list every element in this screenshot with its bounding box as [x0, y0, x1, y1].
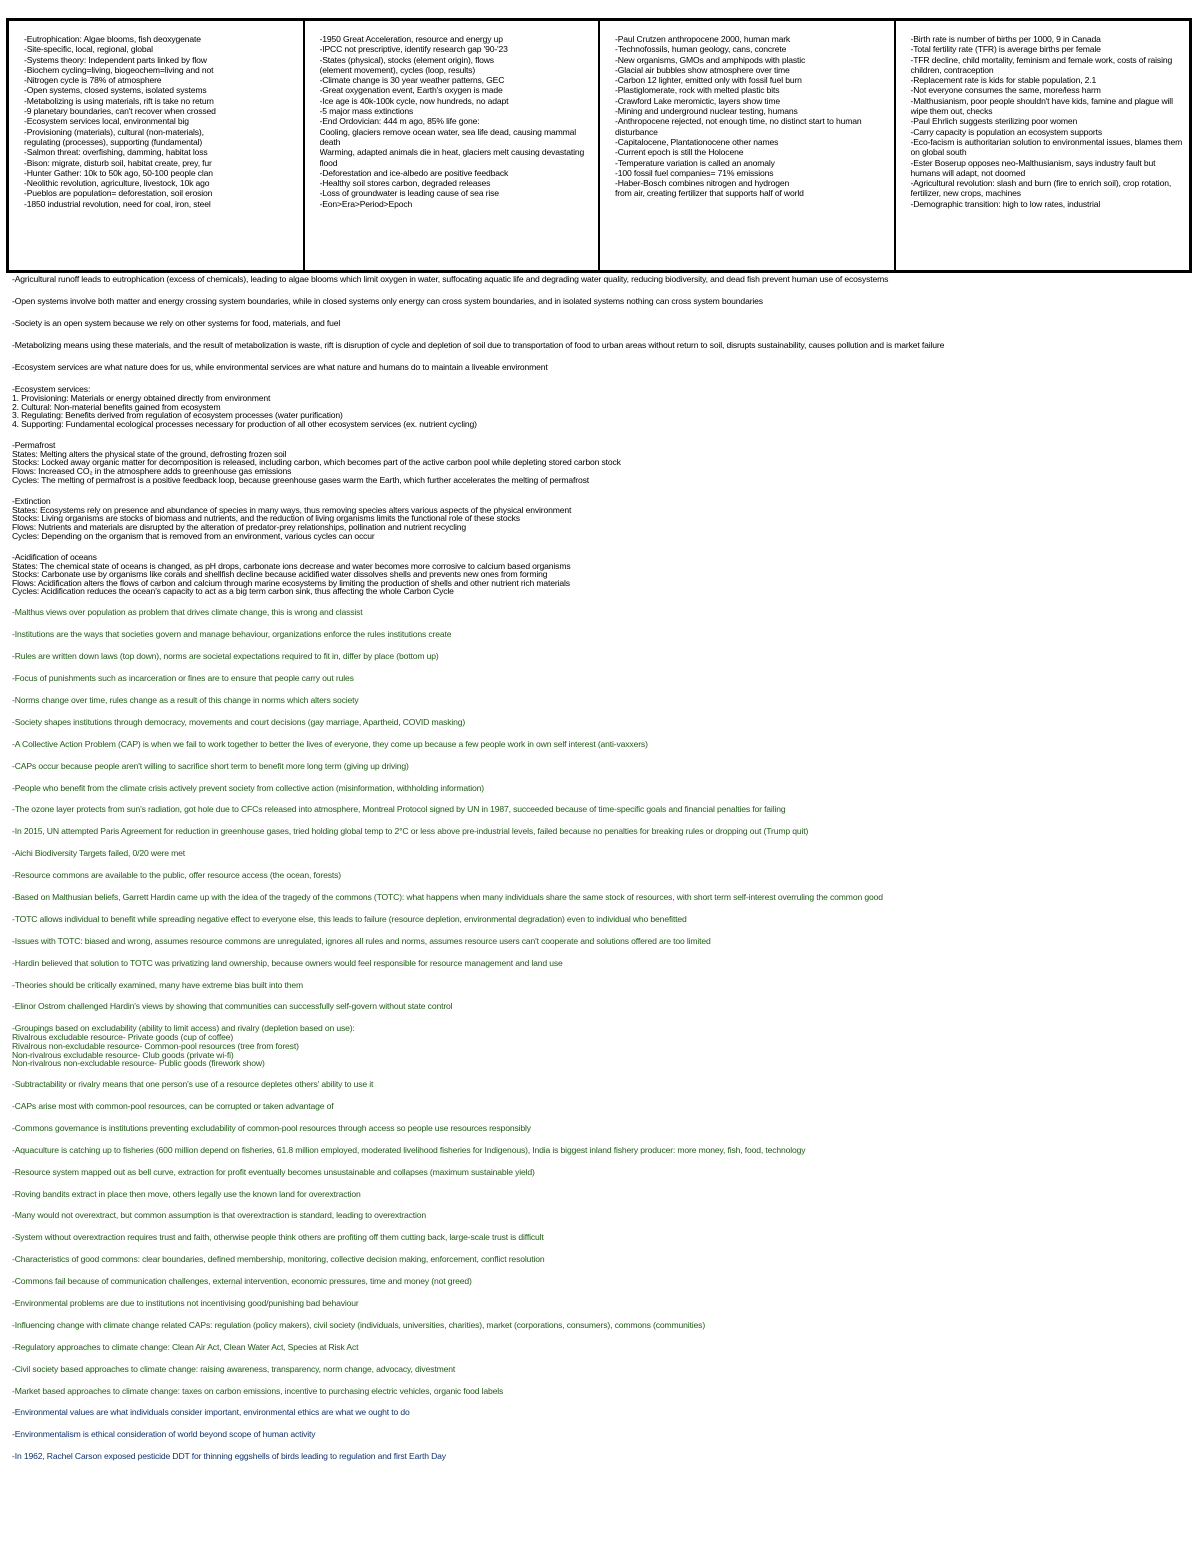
note-block [12, 552, 1192, 596]
summary-line: -100 fossil fuel companies= 71% emissions [615, 167, 774, 178]
summary-line: -1950 Great Acceleration, resource and energy up [319, 34, 503, 44]
summary-table [6, 18, 1192, 273]
summary-line: -New organisms, GMOs and amphipods with plastic [615, 54, 806, 65]
summary-line: -Open systems, closed systems, isolated systems [24, 85, 207, 96]
note-line: -Permafrost [12, 439, 56, 450]
summary-line: Cooling, glaciers remove ocean water, sea life dead, causing mammal death [319, 126, 576, 147]
note-line: Stocks: Carbonate use by organisms like corals and shellfish decline because acidified water dissolves shells and prevents new ones from forming [12, 569, 548, 580]
summary-line: -Ecosystem services local, environmental big [24, 116, 189, 127]
note-line: -Acidification of oceans [12, 551, 97, 562]
note-paragraph: -Open systems involve both matter and energy crossing system boundaries, while in closed systems only energy can cross system boundaries, and in isolated systems nothing can cross system boundaries [12, 296, 763, 306]
note-paragraph: -A Collective Action Problem (CAP) is when we fail to work together to better the lives of everyone, they come up because a few people work in own self interest (anti-vaxxers) [12, 738, 648, 749]
note-paragraph: -Based on Malthusian beliefs, Garrett Hardin came up with the idea of the tragedy of the commons (TOTC): what happens when many individuals share the same stock of resources, with short term self-interest overruling the common good [12, 891, 883, 902]
summary-line: -Nitrogen cycle is 78% of atmosphere [24, 75, 162, 86]
summary-line: -Systems theory: Independent parts linked by flow [24, 54, 207, 65]
note-line: -Ecosystem services: [12, 384, 91, 394]
note-line: 3. Regulating: Benefits derived from regulation of ecosystem processes (water purification) [12, 410, 343, 421]
summary-line: -Mining and underground nuclear testing, humans [615, 106, 798, 117]
note-paragraph: -Environmentalism is ethical consideration of world beyond scope of human activity [12, 1429, 316, 1440]
note-paragraph: -In 1962, Rachel Carson exposed pesticide DDT for thinning eggshells of birds leading to regulation and first Earth Day [12, 1451, 446, 1462]
note-line: Cycles: The melting of permafrost is a positive feedback loop, because greenhouse gases warm the Earth, which further accelerates the melting of permafrost [12, 474, 590, 485]
summary-line: -Paul Crutzen anthropocene 2000, human mark [615, 34, 791, 44]
summary-line: -Capitalocene, Plantationocene other names [615, 136, 779, 147]
summary-line: -Plastiglomerate, rock with melted plastic bits [615, 85, 780, 96]
note-line: States: Melting alters the physical state of the ground, defrosting frozen soil [12, 448, 287, 459]
note-line: Rivalrous non-excludable resource- Common-pool resources (tree from forest) [12, 1040, 299, 1051]
summary-line: -Ice age is 40k-100k cycle, now hundreds, no adapt [319, 95, 509, 106]
note-paragraph: -Commons fail because of communication challenges, external intervention, economic pressures, time and money (not greed) [12, 1276, 472, 1287]
summary-line: -Biochem cycling=living, biogeochem=living and not [24, 64, 214, 75]
summary-line: -5 major mass extinctions [319, 106, 414, 117]
summary-line: -Eutrophication: Algae blooms, fish deoxygenate [24, 34, 201, 44]
summary-line: -Healthy soil stores carbon, degraded releases [319, 178, 491, 189]
summary-line: -Salmon threat: overfishing, damming, habitat loss [24, 147, 208, 158]
note-line: Flows: Nutrients and materials are disrupted by the alteration of predator-prey relationships, pollination and nutrient recycling [12, 521, 467, 532]
note-paragraph: -Aquaculture is catching up to fisheries (600 million depend on fisheries, 61.8 million employed, moderated livelihood fisheries for Indigenous), India is biggest inland fishery producer: more money, fish, food, technology [12, 1144, 806, 1155]
summary-line: -Birth rate is number of births per 1000, 9 in Canada [910, 34, 1101, 44]
summary-column-1 [9, 21, 305, 270]
summary-line: -Current epoch is still the Holocene [615, 147, 744, 158]
summary-line: -Not everyone consumes the same, more/less harm [910, 85, 1101, 96]
note-paragraph: -Resource commons are available to the public, offer resource access (the ocean, forests) [12, 870, 341, 881]
summary-line: -Metabolizing is using materials, rift is take no return [24, 95, 214, 106]
summary-line: -Deforestation and ice-albedo are positive feedback [319, 167, 509, 178]
note-paragraph: -Environmental problems are due to institutions not incentivising good/punishing bad behaviour [12, 1297, 359, 1308]
note-paragraph: -CAPs arise most with common-pool resources, can be corrupted or taken advantage of [12, 1100, 334, 1111]
note-paragraph: -Characteristics of good commons: clear boundaries, defined membership, monitoring, collective decision making, enforcement, conflict resolution [12, 1254, 545, 1265]
note-line: States: The chemical state of oceans is changed, as pH drops, carbonate ions decrease and water becomes more corrosive to calcium based organisms [12, 560, 571, 571]
summary-line: (element movement), cycles (loop, results) [319, 64, 476, 75]
summary-line: -Demographic transition: high to low rates, industrial [910, 198, 1101, 209]
note-paragraph: -Institutions are the ways that societies govern and manage behaviour, organizations enforce the rules institutions create [12, 629, 452, 640]
summary-line: -Technofossils, human geology, cans, concrete [615, 44, 787, 55]
note-paragraph: -Metabolizing means using these materials, and the result of metabolization is waste, rift is disruption of cycle and depletion of soil due to transportation of food to urban areas without return to soil, disrupts sustainability, causes pollution and is market failure [12, 340, 945, 350]
summary-line: -Eco-facism is authoritarian solution to environmental issues, blames them on global south [910, 136, 1183, 158]
summary-column-4 [896, 21, 1190, 270]
note-paragraph: -People who benefit from the climate crisis actively prevent society from collective action (misinformation, withholding information) [12, 782, 485, 793]
note-line: -Extinction [12, 495, 51, 506]
note-paragraph: -Subtractability or rivalry means that one person's use of a resource depletes others' ability to use it [12, 1079, 374, 1090]
summary-line: -Agricultural revolution: slash and burn (fire to enrich soil), crop rotation, fertilizer, new crops, machines [910, 178, 1172, 199]
note-line: Cycles: Depending on the organism that is removed from an environment, various cycles can occur [12, 530, 375, 541]
note-paragraph: -Ecosystem services are what nature does for us, while environmental services are what nature and humans do to maintain a liveable environment [12, 362, 548, 372]
notes-body [6, 274, 1192, 1462]
summary-line: from air, creating fertilizer that supports half of world [615, 188, 804, 199]
summary-line: -Great oxygenation event, Earth's oxygen is made [319, 85, 503, 96]
summary-line: -Bison: migrate, disturb soil, habitat create, prey, fur [24, 157, 212, 168]
summary-line: -Loss of groundwater is leading cause of sea rise [319, 188, 499, 199]
note-block [12, 384, 1192, 428]
summary-line: -Carry capacity is population an ecosystem supports [910, 126, 1103, 137]
summary-line: -IPCC not prescriptive, identify research gap '90-'23 [319, 44, 508, 55]
note-paragraph: -Environmental values are what individuals consider important, environmental ethics are what we ought to do [12, 1407, 410, 1418]
note-paragraph: -Society shapes institutions through democracy, movements and court decisions (gay marriage, Apartheid, COVID masking) [12, 716, 466, 727]
summary-line: -1850 industrial revolution, need for coal, iron, steel [24, 198, 211, 209]
note-paragraph: -Issues with TOTC: biased and wrong, assumes resource commons are unregulated, ignores all rules and norms, assumes resource users can't cooperate and solutions offered are too limited [12, 935, 711, 946]
note-block [12, 440, 1192, 484]
note-line: 1. Provisioning: Materials or energy obtained directly from environment [12, 393, 271, 403]
note-paragraph: -Aichi Biodiversity Targets failed, 0/20 were met [12, 848, 186, 859]
note-line: Cycles: Acidification reduces the ocean's capacity to act as a big term carbon sink, thus affecting the whole Carbon Cycle [12, 586, 454, 597]
summary-line: -Climate change is 30 year weather patterns, GEC [319, 75, 505, 86]
note-paragraph: -System without overextraction requires trust and faith, otherwise people think others are profiting off them cutting back, large-scale trust is difficult [12, 1232, 544, 1243]
note-paragraph: -Rules are written down laws (top down), norms are societal expectations required to fit in, differ by place (bottom up) [12, 651, 439, 662]
note-paragraph: -Influencing change with climate change related CAPs: regulation (policy makers), civil society (individuals, universities, charities), market (corporations, consumers), commons (communities) [12, 1319, 706, 1330]
note-block [12, 1023, 1192, 1067]
note-line: Stocks: Living organisms are stocks of biomass and nutrients, and the reduction of living organisms limits the functional role of these stocks [12, 513, 520, 524]
note-paragraph: -CAPs occur because people aren't willing to sacrifice short term to benefit more long term (giving up driving) [12, 760, 409, 771]
summary-column-3 [600, 21, 896, 270]
summary-line: -Anthropocene rejected, not enough time, no distinct start to human disturbance [615, 116, 862, 137]
note-line: States: Ecosystems rely on presence and abundance of species in many ways, thus removing species alters various aspects of the physical environment [12, 504, 572, 515]
note-paragraph: -Many would not overextract, but common assumption is that overextraction is standard, leading to overextraction [12, 1210, 427, 1221]
summary-line: -Malthusianism, poor people shouldn't have kids, famine and plague will wipe them out, checks [910, 95, 1173, 117]
note-line: Rivalrous excludable resource- Private goods (cup of coffee) [12, 1032, 234, 1043]
note-paragraph: -Elinor Ostrom challenged Hardin's views by showing that communities can successfully self-govern without state control [12, 1001, 453, 1012]
note-paragraph: -Malthus views over population as problem that drives climate change, this is wrong and classist [12, 607, 363, 618]
note-paragraph: -Civil society based approaches to climate change: raising awareness, transparency, norm change, advocacy, divestment [12, 1363, 456, 1374]
note-paragraph: -Roving bandits extract in place then move, others legally use the known land for overextraction [12, 1188, 361, 1199]
note-line: 4. Supporting: Fundamental ecological processes necessary for production of all other ecosystem services (ex. nutrient cycling) [12, 418, 477, 429]
summary-line: -Eon>Era>Period>Epoch [319, 198, 413, 209]
notes-page [6, 18, 1192, 1462]
note-block [12, 496, 1192, 540]
summary-line: -9 planetary boundaries, can't recover when crossed [24, 106, 216, 117]
note-paragraph: -TOTC allows individual to benefit while spreading negative effect to everyone else, this leads to failure (resource depletion, environmental degradation) even to individual who benefitted [12, 913, 687, 924]
note-paragraph: -Focus of punishments such as incarceration or fines are to ensure that people carry out rules [12, 673, 354, 684]
summary-line: -Hunter Gather: 10k to 50k ago, 50-100 people clan [24, 167, 213, 178]
note-paragraph: -Norms change over time, rules change as a result of this change in norms which alters society [12, 694, 359, 705]
summary-line: -States (physical), stocks (element origin), flows [319, 54, 494, 65]
note-line: 2. Cultural: Non-material benefits gained from ecosystem [12, 401, 221, 412]
summary-line: -Pueblos are population= deforestation, soil erosion [24, 188, 213, 199]
note-line: Flows: Increased CO₂ in the atmosphere adds to greenhouse gas emissions [12, 466, 292, 477]
summary-line: -Paul Ehrlich suggests sterilizing poor women [910, 116, 1078, 127]
note-paragraph: -Resource system mapped out as bell curve, extraction for profit eventually becomes unsustainable and collapses (maximum sustainable yield) [12, 1166, 535, 1177]
note-line: Non-rivalrous excludable resource- Club goods (private wi-fi) [12, 1049, 234, 1060]
note-line: Non-rivalrous non-excludable resource- Public goods (firework show) [12, 1058, 265, 1069]
note-line: -Groupings based on excludability (ability to limit access) and rivalry (depletion based on use): [12, 1023, 355, 1034]
summary-line: -Temperature variation is called an anomaly [615, 157, 775, 168]
note-paragraph: -Commons governance is institutions preventing excludability of common-pool resources through access so people use resources responsibly [12, 1122, 531, 1133]
note-paragraph: -Hardin believed that solution to TOTC was privatizing land ownership, because owners would feel responsible for resource management and land use [12, 957, 563, 968]
summary-line: -Neolithic revolution, agriculture, livestock, 10k ago [24, 178, 210, 189]
summary-line: -Replacement rate is kids for stable population, 2.1 [910, 75, 1097, 86]
note-paragraph: -Theories should be critically examined, many have extreme bias built into them [12, 979, 303, 990]
summary-column-2 [305, 21, 601, 270]
summary-line: -TFR decline, child mortality, feminism and female work, costs of raising children, contraception [910, 54, 1173, 75]
note-paragraph: -Agricultural runoff leads to eutrophication (excess of chemicals), leading to algae blooms which limit oxygen in water, suffocating aquatic life and degrading water quality, reducing biodiversity, and dead fish prevent human use of ecosystems [12, 274, 889, 284]
summary-line: Warming, adapted animals die in heat, glaciers melt causing devastating flood [319, 147, 585, 168]
summary-line: -Provisioning (materials), cultural (non-materials), [24, 126, 204, 137]
summary-line: -Glacial air bubbles show atmosphere over time [615, 64, 790, 75]
note-paragraph: -The ozone layer protects from sun's radiation, got hole due to CFCs released into atmosphere, Montreal Protocol signed by UN in 1987, succeeded because of time-specific goals and financial penalties for failing [12, 804, 786, 815]
summary-line: regulating (processes), supporting (fundamental) [24, 136, 203, 147]
summary-line: -Carbon 12 lighter, emitted only with fossil fuel burn [615, 75, 802, 86]
note-paragraph: -Market based approaches to climate change: taxes on carbon emissions, incentive to purchasing electric vehicles, organic food labels [12, 1385, 504, 1396]
note-line: Flows: Acidification alters the flows of carbon and calcium through marine ecosystems by limiting the production of shells and other nutrient rich materials [12, 577, 570, 588]
summary-line: -Ester Boserup opposes neo-Malthusianism, says industry fault but humans will adapt, not doomed [910, 157, 1156, 178]
summary-line: -Haber-Bosch combines nitrogen and hydrogen [615, 178, 790, 189]
summary-line: -End Ordovician: 444 m ago, 85% life gone: [319, 116, 480, 127]
note-line: Stocks: Locked away organic matter for decomposition is released, including carbon, which becomes part of the active carbon pool while depleting stored carbon stock [12, 457, 621, 468]
summary-line: -Site-specific, local, regional, global [24, 44, 153, 55]
note-paragraph: -Society is an open system because we rely on other systems for food, materials, and fuel [12, 318, 341, 328]
summary-line: -Crawford Lake meromictic, layers show time [615, 95, 780, 106]
summary-line: -Total fertility rate (TFR) is average births per female [910, 44, 1101, 55]
note-paragraph: -In 2015, UN attempted Paris Agreement for reduction in greenhouse gases, tried holding global temp to 2°C or less above pre-industrial levels, failed because no penalties for breaking rules or dropping out (Trump quit) [12, 826, 809, 837]
note-paragraph: -Regulatory approaches to climate change: Clean Air Act, Clean Water Act, Species at Risk Act [12, 1341, 359, 1352]
